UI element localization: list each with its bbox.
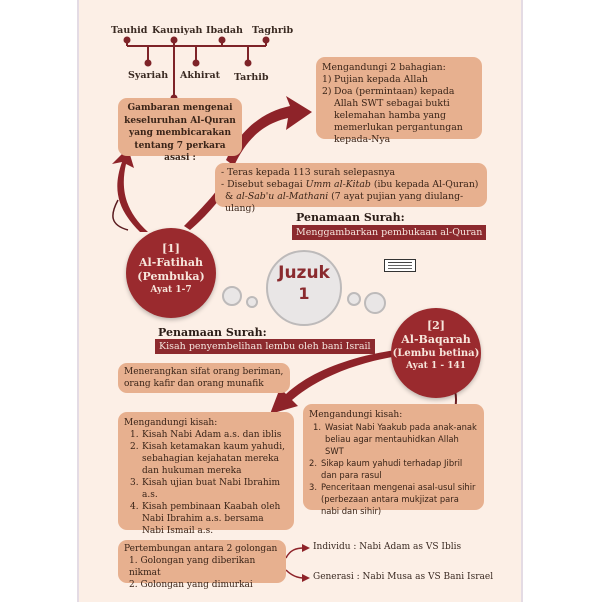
description-line: orang kafir dan orang munafik bbox=[124, 379, 264, 389]
story-item bbox=[124, 441, 288, 477]
item-number: 2. bbox=[309, 458, 317, 468]
arrow-individual bbox=[286, 548, 304, 558]
topic-label: Ibadah bbox=[206, 25, 243, 36]
info-text: - Disebut sebagai bbox=[221, 179, 306, 190]
topic-label: Tauhid bbox=[111, 25, 148, 36]
item-number: 2) bbox=[322, 86, 332, 97]
conflict-item: 1. Golongan yang diberikan nikmat bbox=[129, 556, 256, 578]
arrow-head bbox=[302, 544, 310, 552]
surah-meaning: (Pembuka) bbox=[137, 270, 205, 283]
tree-node bbox=[124, 37, 131, 44]
story-item bbox=[124, 501, 288, 537]
info-text: & bbox=[225, 191, 237, 202]
info-line bbox=[221, 179, 481, 191]
info-text: (ibu kepada Al-Quran) bbox=[370, 179, 479, 190]
stories-box-left bbox=[118, 412, 294, 536]
conflict-box bbox=[118, 540, 286, 590]
baqarah-description-box bbox=[118, 363, 290, 393]
juzuk-number: 1 bbox=[298, 284, 310, 303]
surah-name: Al-Baqarah bbox=[401, 333, 471, 346]
fatihah-naming-text: Menggambarkan pembukaan al-Quran bbox=[292, 225, 486, 240]
surah-name: Al-Fatihah bbox=[139, 256, 203, 269]
item-text: Penceritaan mengenai asal-usul sihir (perbezaan antara mukjizat para nabi dan sihir) bbox=[321, 482, 476, 516]
juzuk-title: Juzuk bbox=[278, 263, 330, 283]
stories-heading: Mengandungi kisah: bbox=[124, 418, 218, 428]
stories-heading: Mengandungi kisah: bbox=[309, 410, 403, 420]
decor-bubble bbox=[347, 292, 361, 306]
tree-node bbox=[245, 60, 252, 67]
arrow-head bbox=[302, 574, 310, 582]
fatihah-parts-box bbox=[316, 57, 482, 145]
info-line: - Teras kepada 113 surah selepasnya bbox=[221, 167, 396, 178]
topic-label: Akhirat bbox=[180, 70, 221, 81]
item-number: 1. bbox=[130, 430, 139, 440]
info-term: al-Sab'u al-Mathani bbox=[236, 191, 329, 202]
decor-bubble bbox=[364, 292, 386, 314]
surah-verses: Ayat 1-7 bbox=[150, 285, 192, 295]
item-number: 4. bbox=[130, 502, 139, 512]
parts-item bbox=[322, 74, 476, 86]
item-text: Kisah ujian buat Nabi Ibrahim a.s. bbox=[142, 478, 281, 500]
baqarah-naming-text: Kisah penyembelihan lembu oleh bani Israil bbox=[155, 339, 375, 354]
overview-line: keseluruhan Al-Quran bbox=[124, 115, 236, 126]
tree-node bbox=[219, 37, 226, 44]
conflict-individual: Individu : Nabi Adam as VS Iblis bbox=[313, 542, 462, 552]
item-text: Kisah ketamakan kaum yahudi, sebahagian kejahatan mereka dan hukuman mereka bbox=[142, 442, 285, 476]
fatihah-naming-heading: Penamaan Surah: bbox=[296, 211, 405, 224]
topic-label: Kauniyah bbox=[152, 25, 203, 36]
surah-index: [1] bbox=[161, 242, 181, 255]
tree-node bbox=[171, 37, 178, 44]
conflict-generation: Generasi : Nabi Musa as VS Bani Israel bbox=[313, 572, 494, 582]
overview-line: Gambaran mengenai bbox=[127, 103, 233, 113]
item-number: 1. bbox=[313, 422, 321, 432]
item-text: Kisah Nabi Adam a.s. dan iblis bbox=[142, 430, 282, 440]
topic-label: Tarhib bbox=[234, 72, 269, 83]
surah-al-fatihah-circle bbox=[126, 228, 216, 318]
baqarah-naming-heading: Penamaan Surah: bbox=[158, 326, 267, 339]
topic-label: Taghrib bbox=[252, 25, 294, 36]
overview-line: yang membicarakan bbox=[128, 128, 231, 138]
item-number: 1) bbox=[322, 74, 332, 85]
description-line: Menerangkan sifat orang beriman, bbox=[124, 367, 284, 377]
item-text: Pujian kepada Allah bbox=[334, 74, 428, 85]
juzuk-badge bbox=[266, 250, 342, 326]
story-item bbox=[309, 481, 478, 517]
item-text: Wasiat Nabi Yaakub pada anak-anak beliau agar mentauhidkan Allah SWT bbox=[325, 422, 477, 456]
item-number: 3. bbox=[309, 482, 317, 492]
story-item bbox=[309, 457, 478, 481]
overview-line: tentang 7 perkara asasi : bbox=[134, 140, 226, 163]
arrow-generation bbox=[286, 570, 304, 578]
surah-index: [2] bbox=[426, 319, 446, 332]
fatihah-info-box bbox=[215, 163, 487, 214]
item-number: 2. bbox=[130, 442, 139, 452]
conflict-item: 2. Golongan yang dimurkai bbox=[129, 580, 253, 590]
story-item bbox=[124, 477, 288, 501]
surah-meaning: (Lembu betina) bbox=[392, 348, 480, 359]
item-number: 3. bbox=[130, 478, 139, 488]
overview-box bbox=[118, 98, 242, 163]
info-text: (7 ayat pujian yang diulang-ulang) bbox=[225, 191, 464, 214]
publisher-logo bbox=[384, 259, 416, 272]
tree-node bbox=[193, 60, 200, 67]
decor-bubble bbox=[246, 296, 258, 308]
item-text: Doa (permintaan) kepada Allah SWT sebagai bukti kelemahan hamba yang memerlukan pergantungan kepada-Nya bbox=[334, 86, 463, 145]
info-term: Umm al-Kitab bbox=[305, 179, 371, 190]
decor-bubble bbox=[222, 286, 242, 306]
surah-verses: Ayat 1 - 141 bbox=[405, 361, 467, 371]
story-item bbox=[124, 429, 288, 441]
topic-label: Syariah bbox=[128, 70, 169, 81]
stories-box-right bbox=[303, 404, 484, 516]
story-item bbox=[309, 421, 478, 457]
parts-item bbox=[322, 86, 476, 146]
tree-node bbox=[145, 60, 152, 67]
tree-node bbox=[263, 37, 270, 44]
item-text: Kisah pembinaan Kaabah oleh Nabi Ibrahim a.s. bersama Nabi Ismail a.s. bbox=[142, 502, 281, 536]
surah-al-baqarah-circle bbox=[391, 308, 481, 398]
conflict-heading: Pertembungan antara 2 golongan bbox=[124, 544, 278, 554]
item-text: Sikap kaum yahudi terhadap Jibril dan para rasul bbox=[321, 458, 463, 480]
parts-heading: Mengandungi 2 bahagian: bbox=[322, 62, 446, 73]
